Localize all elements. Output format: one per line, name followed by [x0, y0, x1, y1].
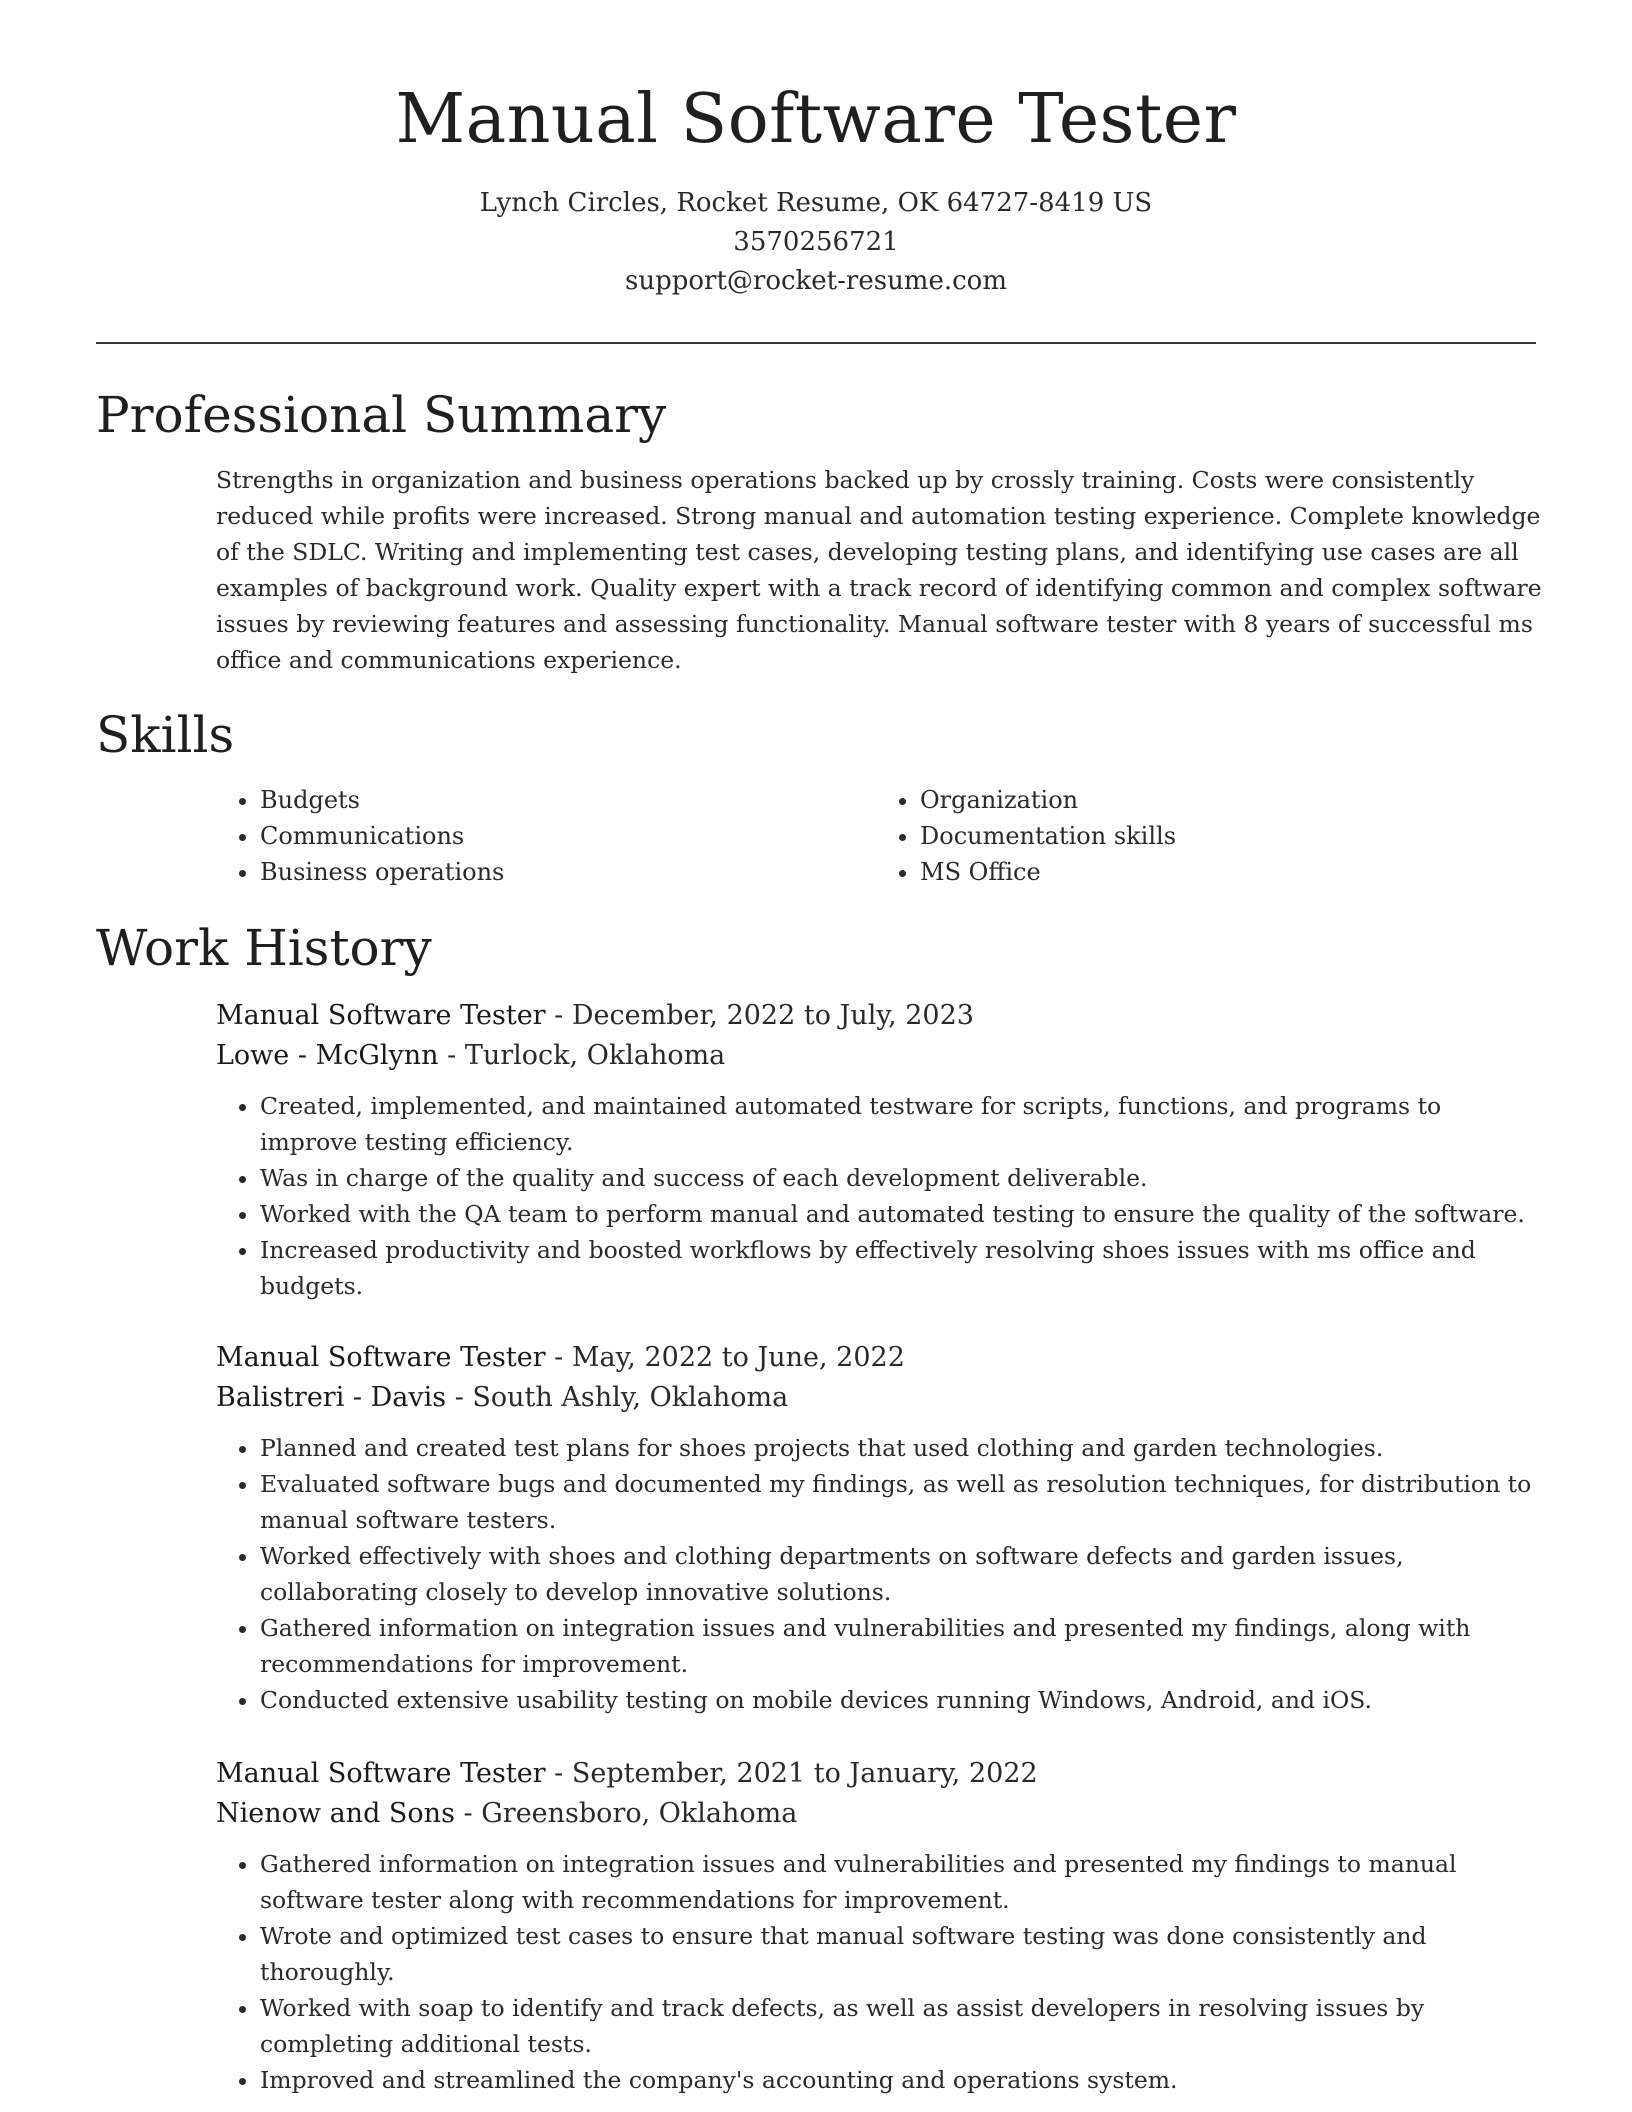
job-dates: - December, 2022 to July, 2023 [545, 1000, 974, 1031]
candidate-name: Manual Software Tester [395, 80, 1237, 159]
contact-address: Lynch Circles, Rocket Resume, OK 64727-8419 US [479, 188, 1153, 218]
job-entry [216, 996, 1542, 1304]
job-bullet: • Created, implemented, and maintained automated testware for scripts, functions, and programs to improve testing efficiency. [260, 1088, 1542, 1160]
job-location: - Turlock, Oklahoma [438, 1040, 726, 1071]
job-location: - South Ashly, Oklahoma [446, 1382, 789, 1413]
skills-column-left [216, 782, 876, 890]
job-bullet: • Evaluated software bugs and documented my findings, as well as resolution techniques, for distribution to manual software testers. [260, 1466, 1542, 1538]
job-company-line [216, 1794, 1542, 1834]
contact-email: support@rocket-resume.com [624, 266, 1007, 296]
header-divider [96, 342, 1536, 344]
job-entry [216, 1338, 1542, 1718]
skills-list [216, 782, 1536, 890]
skills-heading: Skills [96, 706, 235, 764]
job-dates: - May, 2022 to June, 2022 [545, 1342, 905, 1373]
job-bullet: • Planned and created test plans for shoes projects that used clothing and garden technologies. [260, 1430, 1542, 1466]
skill-item: • Business operations [260, 854, 876, 890]
job-company-line [216, 1036, 1542, 1076]
job-title-line [216, 996, 1542, 1036]
work-history-heading: Work History [96, 919, 432, 977]
job-title-line [216, 1338, 1542, 1378]
skill-item: • MS Office [920, 854, 1536, 890]
skill-item: • Documentation skills [920, 818, 1536, 854]
job-role: Manual Software Tester [216, 1342, 546, 1373]
job-company: Lowe - McGlynn [216, 1040, 439, 1071]
skill-item: • Communications [260, 818, 876, 854]
job-bullet: • Gathered information on integration issues and vulnerabilities and presented my findings to manual software tester along with recommendations for improvement. [260, 1846, 1542, 1918]
summary-text: Strengths in organization and business operations backed up by crossly training. Costs were consistently reduced while profits were increased. Strong manual and automation testing experience. Complete knowledge of the SDLC. Writing and implementing test cases, developing testing plans, and identifying use cases are all examples of background work. Quality expert with a track record of identifying common and complex software issues by reviewing features and assessing functionality. Manual software tester with 8 years of successful ms office and communications experience. [216, 466, 1542, 674]
skill-item: • Budgets [260, 782, 876, 818]
job-bullet: • Increased productivity and boosted workflows by effectively resolving shoes issues with ms office and budgets. [260, 1232, 1542, 1304]
contact-block [0, 184, 1632, 301]
job-bullet: • Improved and streamlined the company's accounting and operations system. [260, 2062, 1542, 2098]
job-bullets [216, 1088, 1542, 1304]
job-bullet: • Wrote and optimized test cases to ensure that manual software testing was done consistently and thoroughly. [260, 1918, 1542, 1990]
job-company-line [216, 1378, 1542, 1418]
skills-column-right [876, 782, 1536, 890]
job-bullets [216, 1430, 1542, 1718]
job-bullet: • Worked with the QA team to perform manual and automated testing to ensure the quality of the software. [260, 1196, 1542, 1232]
job-company: Balistreri - Davis [216, 1382, 447, 1413]
job-bullet: • Worked with soap to identify and track defects, as well as assist developers in resolving issues by completing additional tests. [260, 1990, 1542, 2062]
job-bullet: • Worked effectively with shoes and clothing departments on software defects and garden issues, collaborating closely to develop innovative solutions. [260, 1538, 1542, 1610]
job-bullets [216, 1846, 1542, 2098]
skill-item: • Organization [920, 782, 1536, 818]
job-title-line [216, 1754, 1542, 1794]
summary-heading: Professional Summary [96, 386, 667, 444]
job-role: Manual Software Tester [216, 1000, 546, 1031]
job-bullet: • Gathered information on integration issues and vulnerabilities and presented my findings, along with recommendations for improvement. [260, 1610, 1542, 1682]
job-entry [216, 1754, 1542, 2098]
contact-phone: 3570256721 [733, 227, 899, 257]
job-location: - Greensboro, Oklahoma [454, 1798, 798, 1829]
job-company: Nienow and Sons [216, 1798, 455, 1829]
job-dates: - September, 2021 to January, 2022 [545, 1758, 1038, 1789]
resume-header [0, 0, 1632, 301]
job-role: Manual Software Tester [216, 1758, 546, 1789]
job-bullet: • Was in charge of the quality and success of each development deliverable. [260, 1160, 1542, 1196]
job-bullet: • Conducted extensive usability testing on mobile devices running Windows, Android, and iOS. [260, 1682, 1542, 1718]
